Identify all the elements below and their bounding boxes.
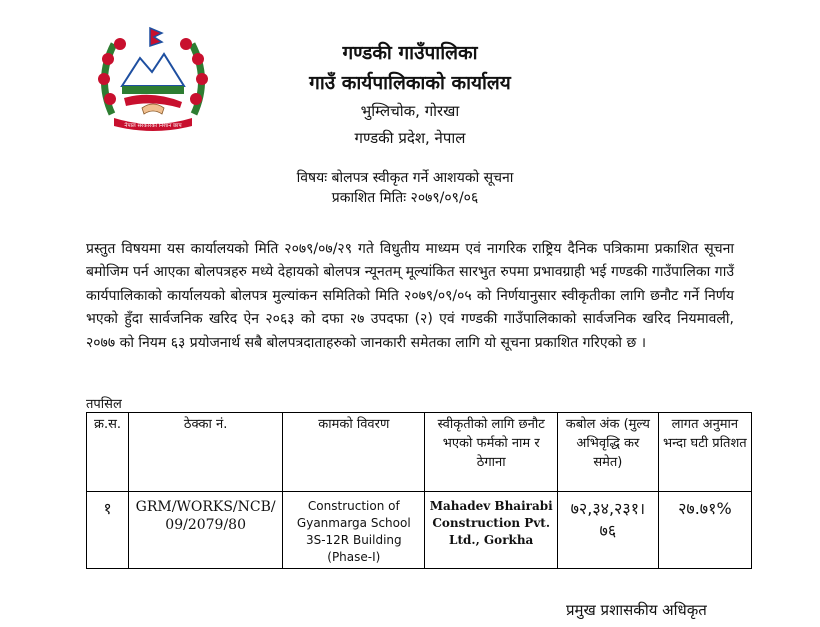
nepal-government-emblem-icon	[92, 24, 214, 132]
header-percent-below: लागत अनुमान भन्दा घटी प्रतिशत	[658, 413, 751, 492]
notice-body: प्रस्तुत विषयमा यस कार्यालयको मिति २०७९/०७/२९ गते विधुतीय माध्यम एवं नागरिक राष्ट्रिय दैनिक पत्रिकामा प्रकाशित सूचना बमोजिम पर्न आएका बोलपत्रहरु मध्ये देहायको बोलपत्र न्यूनतम् मूल्यांकित सारभुत रुपमा प्रभावग्राही भई गण्डकी गाउँपालिका गाउँ कार्यपालिकाको कार्यालयको बोलपत्र मुल्यांकन समितिको मिति २०७९/०९/०५ को निर्णयानुसार स्वीकृतीका लागि छनौट गर्ने निर्णय भएको हुँदा सार्वजनिक खरिद ऐन २०६३ को दफा २७ उपदफा (२) एवं गण्डकी गाउँपालिकाको सार्वजनिक खरिद नियमावली, २०७७ को नियम ६३ प्रयोजनार्थ सबै बोलपत्रदाताहरुको जानकारी समेतका लागि यो सूचना प्रकाशित गरिएको छ ।	[86, 241, 734, 351]
header-description: कामको विवरण	[283, 413, 425, 492]
cell-bid-amount: ७२,३४,२३१। ७६	[557, 492, 658, 569]
signatory-title: प्रमुख प्रशासकीय अधिकृत	[566, 601, 707, 619]
notice-subject	[250, 168, 560, 208]
table-caption: तपसिल	[86, 397, 122, 412]
header-firm: स्वीकृतीको लागि छनौट भएको फर्मको नाम र ठेगाना	[425, 413, 558, 492]
header-contract-no: ठेक्का नं.	[129, 413, 283, 492]
header-bid-amount: कबोल अंक (मुल्य अभिवृद्धि कर समेत)	[557, 413, 658, 492]
cell-sn: १	[87, 492, 129, 569]
table-row	[87, 492, 752, 569]
cell-percent-below: २७.७१%	[658, 492, 751, 569]
header-sn: क्र.स.	[87, 413, 129, 492]
office-name: गाउँ कार्यपालिकाको कार्यालय	[309, 72, 511, 94]
emblem-motto: नेपाल सरकारको निशान छाप	[124, 123, 182, 129]
office-province: गण्डकी प्रदेश, नेपाल	[354, 129, 466, 147]
cell-description: Construction of Gyanmarga School 3S-12R Building (Phase-I)	[283, 492, 425, 569]
office-location: भुम्लिचोक, गोरखा	[360, 102, 460, 120]
org-name: गण्डकी गाउँपालिका	[342, 42, 478, 64]
subject-line: विषयः बोलपत्र स्वीकृत गर्ने आशयको सूचना	[296, 170, 514, 186]
letterhead	[250, 38, 570, 152]
published-date: प्रकाशित मितिः २०७९/०९/०६	[331, 190, 479, 206]
cell-firm: Mahadev Bhairabi Construction Pvt. Ltd., Gorkha	[425, 492, 558, 569]
cell-contract-no: GRM/WORKS/NCB/ 09/2079/80	[129, 492, 283, 569]
bid-table	[86, 412, 752, 569]
table-header-row	[87, 413, 752, 492]
